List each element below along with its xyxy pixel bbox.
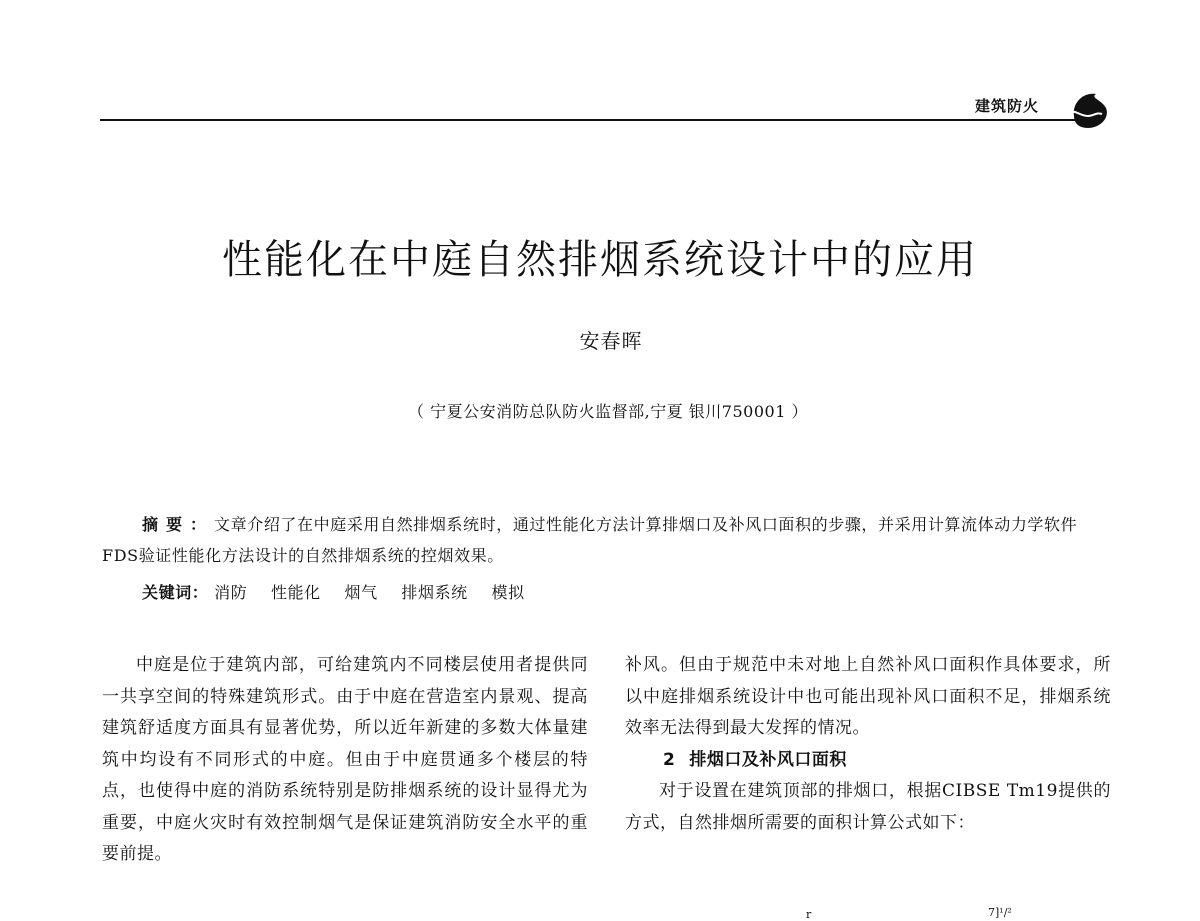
body-column-left: [102, 650, 588, 871]
keyword-item: 烟气: [344, 583, 378, 602]
author-name: 安春晖: [579, 329, 643, 353]
abstract-label: 摘要：: [142, 515, 215, 534]
formula-intro-paragraph: 对于设置在建筑顶部的排烟口，根据CIBSE Tm19提供的方式，自然排烟所需要的面积计算公式如下：: [625, 781, 1111, 833]
keyword-item: 模拟: [491, 583, 525, 602]
abstract: [102, 509, 1112, 571]
flame-logo-icon: [1066, 86, 1112, 132]
formula-fragment: r: [806, 908, 812, 921]
paper-title: 性能化在中庭自然排烟系统设计中的应用: [222, 237, 978, 283]
keywords-label: 关键词：: [142, 583, 209, 602]
keyword-item: 性能化: [270, 583, 321, 602]
body-column-right: [625, 650, 1111, 839]
intro-paragraph: 中庭是位于建筑内部，可给建筑内不同楼层使用者提供同一共享空间的特殊建筑形式。由于中庭在营造室内景观、提高建筑舒适度方面具有显著优势，所以近年新建的多数大体量建筑中均设有不同形式的中庭。但由于中庭贯通多个楼层的特点，也使得中庭的消防系统特别是防排烟系统的设计显得尤为重要，中庭火灾时有效控制烟气是保证建筑消防安全水平的重要前提。: [102, 655, 588, 864]
section-title: 排烟口及补风口面积: [689, 749, 847, 770]
continued-paragraph: 补风。但由于规范中未对地上自然补风口面积作具体要求，所以中庭排烟系统设计中也可能出现补风口面积不足，排烟系统效率无法得到最大发挥的情况。: [625, 655, 1111, 738]
section-heading: [625, 745, 1111, 777]
abstract-text: 文章介绍了在中庭采用自然排烟系统时，通过性能化方法计算排烟口及补风口面积的步骤，并采用计算流体动力学软件FDS验证性能化方法设计的自然排烟系统的控烟效果。: [102, 515, 1078, 565]
header-rule: [100, 119, 1075, 121]
formula-fragment: 7]¹/²: [988, 906, 1012, 919]
keywords: [142, 580, 543, 603]
author-affiliation: （ 宁夏公安消防总队防火监督部,宁夏 银川750001 ）: [408, 402, 808, 421]
keyword-item: 排烟系统: [401, 583, 468, 602]
section-number: 2: [663, 749, 676, 770]
keyword-item: 消防: [214, 583, 248, 602]
journal-section-label: 建筑防火: [975, 97, 1040, 115]
